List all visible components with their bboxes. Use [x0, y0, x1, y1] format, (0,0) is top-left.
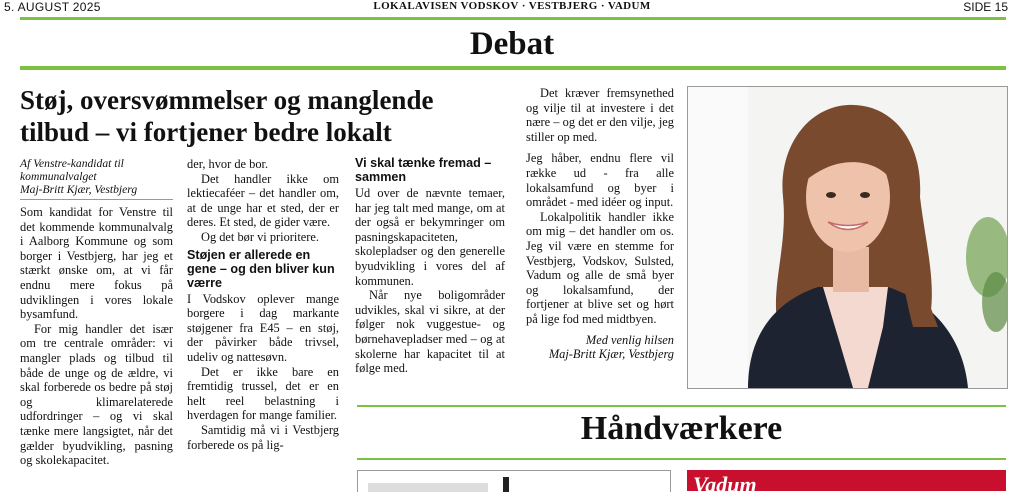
paragraph: Og det bør vi prioritere.: [201, 229, 320, 244]
paragraph: Samtidig må vi i Vestbjerg forberede os på lig-: [187, 422, 339, 452]
subheading: Støjen er allerede en gene – og den bliver kun værre: [187, 247, 335, 290]
paragraph: For mig handler det især om tre centrale områder: vi mangler plads og tilbud til både de unge og de ældre, vi skal forberede os bedre på støj og klimarelaterede udfordringer – og vi skal tænke mere langsigtet, når det gælder byudvikling, pasning og skolekapacitet.: [20, 321, 173, 468]
section2-title: Håndværkere: [580, 410, 783, 447]
article-headline: [20, 84, 510, 148]
paragraph: Det handler ikke om lektiecaféer – det handler om, at de unge har et sted, der er deres. Et sted, de gider være.: [187, 171, 339, 230]
byline-line: kommunalvalget: [20, 170, 97, 183]
ad-left-graphic: [358, 471, 670, 492]
paragraph: Ud over de nævnte temaer, har jeg talt med mange, om at der også er bekymringer om pasningskapaciteten, skolepladser og den generelle byudvikling i vores del af kommunen.: [355, 186, 505, 288]
article-column-4: [526, 86, 674, 362]
paragraph: Som kandidat for Venstre til det kommende kommunalvalg i Aalborg Kommune og som borger i Vestbjerg, har jeg et stærkt ønske om, at vi får endnu mere fokus på udviklingen i vores lokale bysamfund.: [20, 205, 173, 322]
paragraph: der, hvor de bor.: [187, 157, 269, 171]
paragraph: Jeg håber, endnu flere vil række ud - fra alle lokalsamfund og byer i området - med idéer og input.: [526, 151, 674, 210]
author-portrait-photo: [687, 86, 1008, 389]
headline-line: Støj, oversvømmelser og manglende: [20, 85, 434, 115]
subheading: Vi skal tænke fremad – sammen: [355, 156, 492, 184]
section-rule: [20, 66, 1006, 70]
article-column-1: [20, 157, 173, 468]
page-header: [0, 0, 1024, 14]
newspaper-name: LOKALAVISEN VODSKOV · VESTBJERG · VADUM: [373, 0, 651, 12]
header-rule: [20, 17, 1006, 20]
signature-greeting: Med venlig hilsen: [585, 332, 674, 347]
signature: [526, 333, 674, 362]
byline-line: Af Venstre-kandidat til: [20, 157, 124, 170]
portrait-illustration: [688, 87, 1007, 388]
section2-rule-bottom: [357, 458, 1006, 460]
paragraph: Det er ikke bare en fremtidig trussel, det er en helt reel belastning i hverdagen for mange familier.: [187, 364, 339, 423]
paragraph: Lokalpolitik handler ikke om mig – det handler om os. Jeg vil være en stemme for Vestbjerg, Vodskov, Sulsted, Vadum og alle de små byer og lokalsamfund, der fortjener at blive set og hørt på lige fod med midtbyen.: [526, 209, 674, 326]
article-column-2: [187, 157, 339, 452]
ad-box-right: [687, 470, 1006, 491]
paragraph: Det kræver fremsynethed og vilje til at investere i det nære – og det er den vilje, jeg stiller op med.: [526, 86, 674, 144]
article-column-3: [355, 156, 505, 376]
page-number: SIDE 15: [963, 0, 1008, 14]
byline-author: Maj-Britt Kjær, Vestbjerg: [20, 183, 138, 196]
section2-rule-top: [357, 405, 1006, 407]
paragraph: Når nye boligområder udvikles, skal vi sikre, at der følger nok vuggestue- og børnehavepladser med – og at skolerne har kapacitet til at følge med.: [355, 288, 505, 376]
ad-box-left: [357, 470, 671, 492]
paragraph: I Vodskov oplever mange borgere i dag markante støjgener fra E45 – en støj, der påvirker både trivsel, udeliv og nattesøvn.: [187, 291, 339, 364]
issue-date: 5. AUGUST 2025: [4, 0, 101, 14]
headline-line: tilbud – vi fortjener bedre lokalt: [20, 117, 392, 147]
signature-author: Maj-Britt Kjær, Vestbjerg: [548, 347, 674, 362]
section-title: Debat: [469, 26, 555, 62]
ad-right-text: Vadum: [693, 472, 757, 491]
byline: [20, 157, 173, 200]
